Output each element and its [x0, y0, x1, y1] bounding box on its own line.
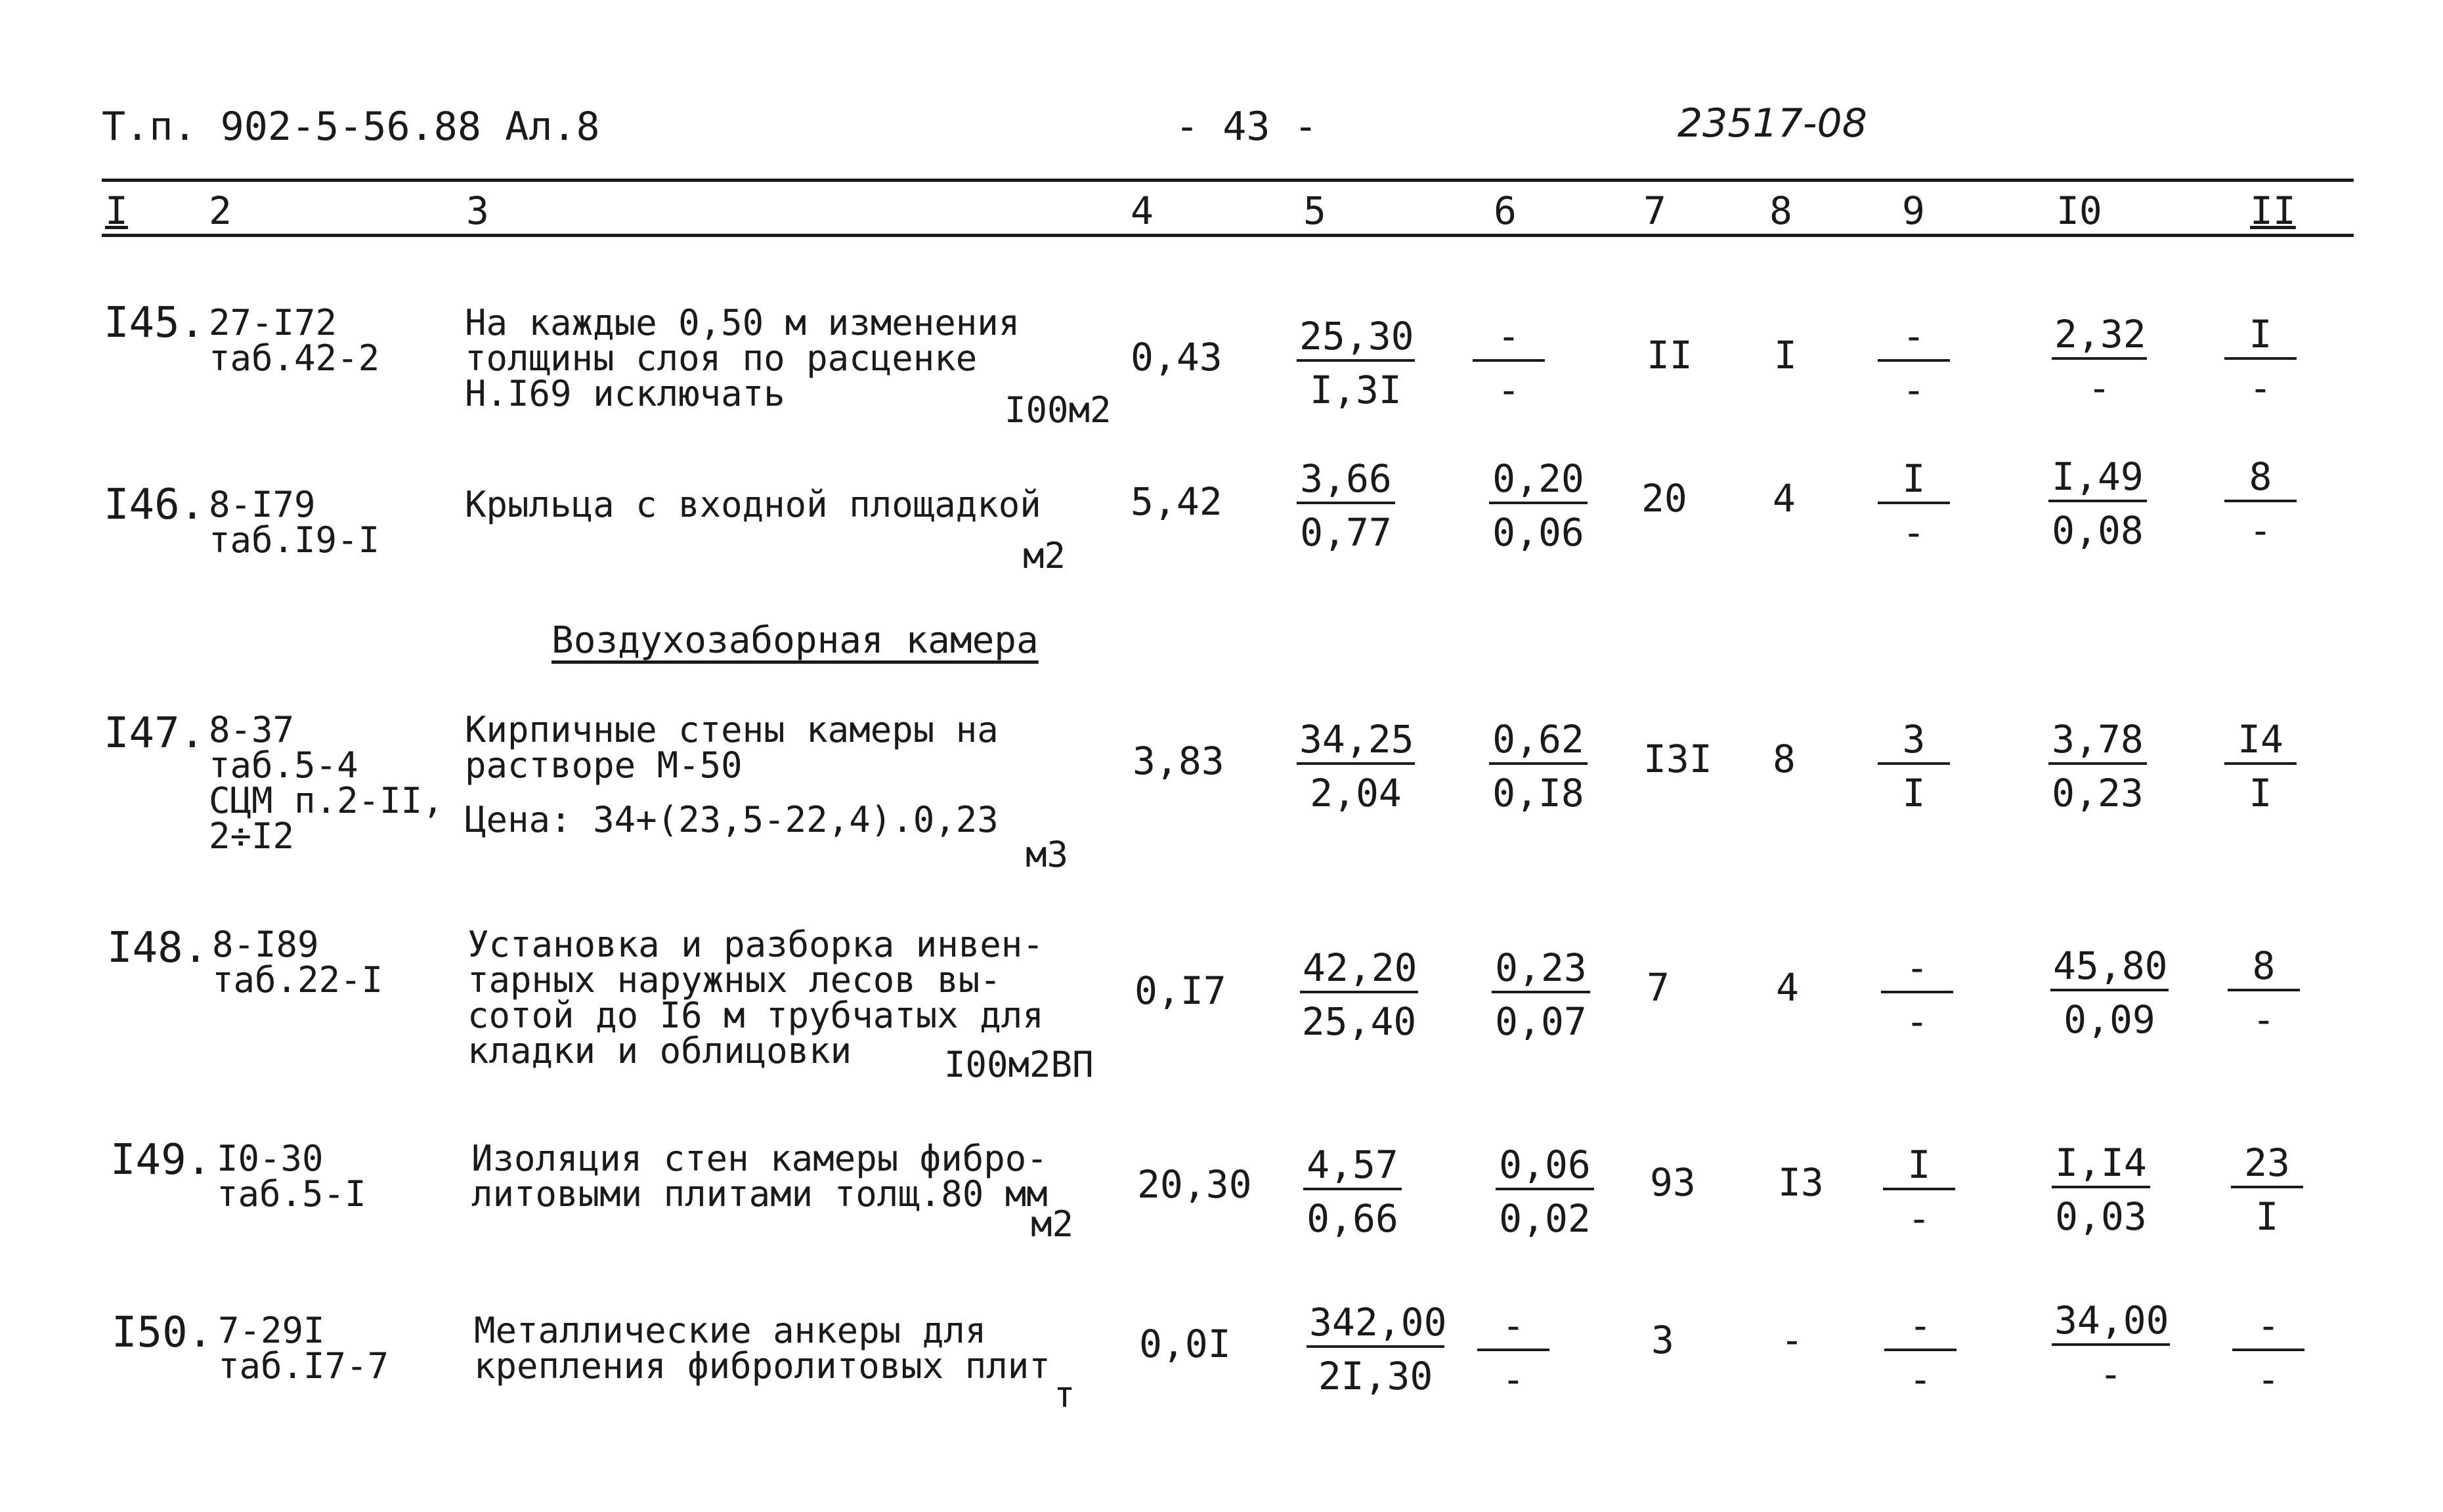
work-description — [465, 484, 1041, 525]
value-col-8: - — [1781, 1318, 1804, 1362]
fraction-col-11 — [2224, 312, 2297, 410]
fraction-bottom: 25,40 — [1301, 999, 1417, 1044]
fraction-bottom: 0,23 — [2052, 771, 2144, 815]
fraction-top: 342,00 — [1307, 1303, 1444, 1348]
cost-fraction-5 — [1297, 314, 1415, 412]
rate-code-line: 8-I79 — [209, 484, 316, 525]
rate-code — [212, 924, 383, 1001]
fraction-col-10 — [2048, 717, 2147, 815]
work-description — [471, 1138, 1048, 1215]
page-number: - 43 - — [1175, 104, 1318, 150]
fraction-bottom: - — [1497, 368, 1521, 412]
cost-fraction-6 — [1489, 456, 1588, 555]
value-col-8: 4 — [1776, 965, 1799, 1010]
value-col-7: 3 — [1651, 1318, 1674, 1362]
fraction-top: 25,30 — [1297, 317, 1415, 362]
value-col-8: 8 — [1773, 737, 1796, 781]
header-rule-top — [102, 179, 2354, 182]
rate-code-line: таб.42-2 — [209, 337, 380, 379]
value-col-7: 20 — [1641, 476, 1687, 521]
col-header-9: 9 — [1902, 188, 1925, 233]
cost-fraction-5 — [1300, 945, 1418, 1044]
fraction-bottom: 2,04 — [1310, 771, 1402, 815]
rate-code-line: 8-I89 — [212, 924, 319, 965]
value-col-7: I3I — [1643, 737, 1712, 781]
value-col-8: I — [1774, 333, 1797, 378]
col-header-11: II — [2250, 188, 2296, 233]
fraction-bottom: 0,I8 — [1492, 771, 1584, 815]
fraction-bottom: I — [1902, 771, 1926, 815]
rate-code — [217, 1138, 366, 1215]
fraction-bottom: I — [2249, 771, 2272, 815]
fraction-col-9 — [1878, 314, 1950, 412]
fraction-bottom: 0,03 — [2055, 1194, 2147, 1239]
rate-code-line: 7-29I — [218, 1310, 325, 1351]
fraction-top: 34,25 — [1297, 720, 1415, 765]
fraction-top: I4 — [2224, 720, 2297, 765]
fraction-top: 0,20 — [1489, 460, 1588, 504]
rate-code-line: 2÷I2 — [209, 815, 295, 857]
quantity: 5,42 — [1131, 479, 1222, 524]
cost-fraction-6 — [1492, 945, 1590, 1044]
col-header-10: I0 — [2056, 188, 2102, 233]
rate-code — [209, 302, 380, 379]
fraction-col-11 — [2232, 1303, 2304, 1402]
col-header-7: 7 — [1643, 188, 1666, 233]
fraction-bottom: - — [2099, 1352, 2123, 1396]
fraction-top: 8 — [2228, 947, 2300, 991]
document-reference: Т.п. 902-5-56.88 Ал.8 — [102, 104, 600, 150]
unit-of-measure: м3 — [1026, 834, 1069, 875]
value-col-8: I3 — [1778, 1160, 1824, 1205]
rate-code — [209, 709, 444, 857]
col-header-5: 5 — [1303, 188, 1326, 233]
section-title: Воздухозаборная камера — [551, 619, 1039, 662]
row-number: I50. — [112, 1308, 213, 1357]
fraction-bottom: - — [1905, 999, 1929, 1044]
fraction-top: I — [2224, 315, 2297, 360]
row-number: I46. — [104, 481, 205, 529]
value-col-7: II — [1647, 333, 1693, 378]
fraction-bottom: - — [1902, 368, 1926, 412]
row-number: I48. — [107, 924, 209, 972]
fraction-col-11 — [2224, 717, 2297, 815]
quantity: 0,43 — [1131, 335, 1222, 379]
fraction-bottom: 2I,30 — [1318, 1354, 1433, 1398]
fraction-top: I,49 — [2048, 458, 2147, 502]
rate-code — [218, 1310, 389, 1387]
rate-code — [209, 484, 380, 561]
fraction-bottom: - — [2249, 366, 2272, 410]
fraction-bottom: I,3I — [1310, 368, 1402, 412]
cost-fraction-6 — [1496, 1142, 1594, 1241]
description-line: сотой до I6 м трубчатых для — [467, 995, 1044, 1036]
fraction-bottom: 0,08 — [2052, 508, 2144, 553]
fraction-top: 23 — [2231, 1144, 2303, 1188]
fraction-top: - — [2232, 1307, 2304, 1351]
description-line: Н.I69 исключать — [465, 373, 785, 414]
fraction-col-10 — [2052, 1140, 2150, 1239]
quantity: 20,30 — [1137, 1162, 1252, 1207]
fraction-col-11 — [2224, 454, 2297, 553]
fraction-top: - — [1878, 317, 1950, 362]
fraction-top: 8 — [2224, 458, 2297, 502]
cost-fraction-5 — [1297, 717, 1415, 815]
description-line: Кирпичные стены камеры на — [465, 709, 999, 750]
fraction-col-9 — [1878, 717, 1950, 815]
fraction-col-11 — [2228, 943, 2300, 1042]
price-formula: Цена: 34+(23,5-22,4).0,23 — [465, 799, 999, 840]
fraction-bottom: - — [2257, 1357, 2280, 1402]
cost-fraction-5 — [1303, 1142, 1402, 1241]
value-col-7: 93 — [1650, 1160, 1696, 1205]
fraction-bottom: - — [2088, 366, 2111, 410]
cost-fraction-6 — [1473, 314, 1545, 412]
fraction-bottom: I — [2255, 1194, 2279, 1239]
description-line: Изоляция стен камеры фибро- — [471, 1138, 1048, 1179]
description-line: На каждые 0,50 м изменения — [465, 302, 1020, 343]
fraction-bottom: - — [1909, 1357, 1932, 1402]
row-number: I49. — [110, 1136, 212, 1184]
fraction-bottom: 0,09 — [2064, 997, 2155, 1042]
fraction-top: 0,62 — [1489, 720, 1588, 765]
fraction-col-10 — [2052, 312, 2147, 410]
description-line: Установка и разборка инвен- — [467, 924, 1044, 965]
description-line: крепления фибролитовых плит — [474, 1345, 1050, 1387]
quantity: 0,I7 — [1135, 968, 1226, 1013]
description-line: толщины слоя по расценке — [465, 337, 978, 379]
fraction-top: - — [1477, 1307, 1549, 1351]
fraction-top: 3,78 — [2048, 720, 2147, 765]
fraction-bottom: - — [2252, 997, 2276, 1042]
fraction-top: I — [1878, 460, 1950, 504]
row-number: I45. — [104, 299, 205, 347]
work-description — [474, 1310, 1050, 1387]
fraction-bottom: 0,07 — [1495, 999, 1587, 1044]
fraction-top: 34,00 — [2052, 1301, 2170, 1346]
fraction-top: 4,57 — [1303, 1146, 1402, 1190]
rate-code-line: СЦМ п.2-II, — [209, 780, 444, 821]
fraction-col-10 — [2052, 1298, 2170, 1396]
fraction-top: I — [1883, 1146, 1955, 1190]
col-header-8: 8 — [1769, 188, 1792, 233]
fraction-col-9 — [1883, 1142, 1955, 1241]
fraction-bottom: - — [2249, 508, 2272, 553]
fraction-top: 2,32 — [2052, 315, 2147, 360]
fraction-top: 3,66 — [1297, 460, 1395, 504]
fraction-bottom: 0,02 — [1499, 1196, 1591, 1241]
fraction-top: I,I4 — [2052, 1144, 2150, 1188]
fraction-bottom: - — [1502, 1357, 1525, 1402]
fraction-top: - — [1884, 1307, 1957, 1351]
cost-fraction-5 — [1307, 1300, 1447, 1398]
fraction-top: - — [1881, 949, 1953, 993]
col-header-2: 2 — [209, 188, 232, 233]
fraction-top: 0,06 — [1496, 1146, 1594, 1190]
quantity: 3,83 — [1133, 739, 1224, 783]
description-line: кладки и облицовки — [467, 1030, 852, 1071]
fraction-bottom: 0,66 — [1307, 1196, 1398, 1241]
row-number: I47. — [104, 709, 205, 758]
fraction-col-11 — [2231, 1140, 2303, 1239]
description-line: Металлические анкеры для — [474, 1310, 987, 1351]
rate-code-line: таб.I9-I — [209, 519, 380, 561]
cost-fraction-6 — [1489, 717, 1588, 815]
fraction-bottom: 0,06 — [1492, 510, 1584, 555]
rate-code-line: 8-37 — [209, 709, 295, 750]
document-code: 23517-08 — [1677, 100, 1867, 146]
description-line: Крыльца с входной площадкой — [465, 484, 1041, 525]
rate-code-line: таб.I7-7 — [218, 1345, 389, 1387]
fraction-col-10 — [2048, 454, 2147, 553]
col-header-1: I — [105, 188, 128, 233]
unit-of-measure: I00м2ВП — [944, 1044, 1094, 1085]
quantity: 0,0I — [1139, 1322, 1231, 1366]
fraction-col-9 — [1881, 945, 1953, 1044]
fraction-top: 45,80 — [2050, 947, 2169, 991]
work-description — [465, 709, 999, 786]
description-line: растворе М-50 — [465, 745, 743, 786]
unit-of-measure: т — [1054, 1374, 1075, 1415]
fraction-top: - — [1473, 317, 1545, 362]
fraction-bottom: - — [1907, 1196, 1931, 1241]
rate-code-line: таб.5-I — [217, 1173, 366, 1215]
value-col-8: 4 — [1773, 476, 1796, 521]
description-line: литовыми плитами толщ.80 мм — [471, 1173, 1048, 1215]
unit-of-measure: м2 — [1023, 535, 1066, 576]
header-rule-bottom — [102, 234, 2354, 237]
unit-of-measure: м2 — [1031, 1203, 1074, 1245]
col-header-4: 4 — [1131, 188, 1154, 233]
fraction-bottom: 0,77 — [1300, 510, 1392, 555]
rate-code-line: таб.5-4 — [209, 745, 358, 786]
rate-code-line: I0-30 — [217, 1138, 324, 1179]
value-col-7: 7 — [1647, 965, 1670, 1010]
rate-code-line: таб.22-I — [212, 959, 383, 1001]
fraction-top: 3 — [1878, 720, 1950, 765]
work-description — [465, 302, 1020, 414]
col-header-3: 3 — [466, 188, 489, 233]
fraction-col-9 — [1878, 456, 1950, 555]
unit-of-measure: I00м2 — [1005, 389, 1112, 431]
rate-code-line: 27-I72 — [209, 302, 337, 343]
fraction-top: 0,23 — [1492, 949, 1590, 993]
cost-fraction-6 — [1477, 1303, 1549, 1402]
col-header-6: 6 — [1494, 188, 1517, 233]
cost-fraction-5 — [1297, 456, 1395, 555]
description-line: тарных наружных лесов вы- — [467, 959, 1001, 1001]
fraction-col-9 — [1884, 1303, 1957, 1402]
fraction-top: 42,20 — [1300, 949, 1418, 993]
fraction-col-10 — [2050, 943, 2169, 1042]
fraction-bottom: - — [1902, 510, 1926, 555]
